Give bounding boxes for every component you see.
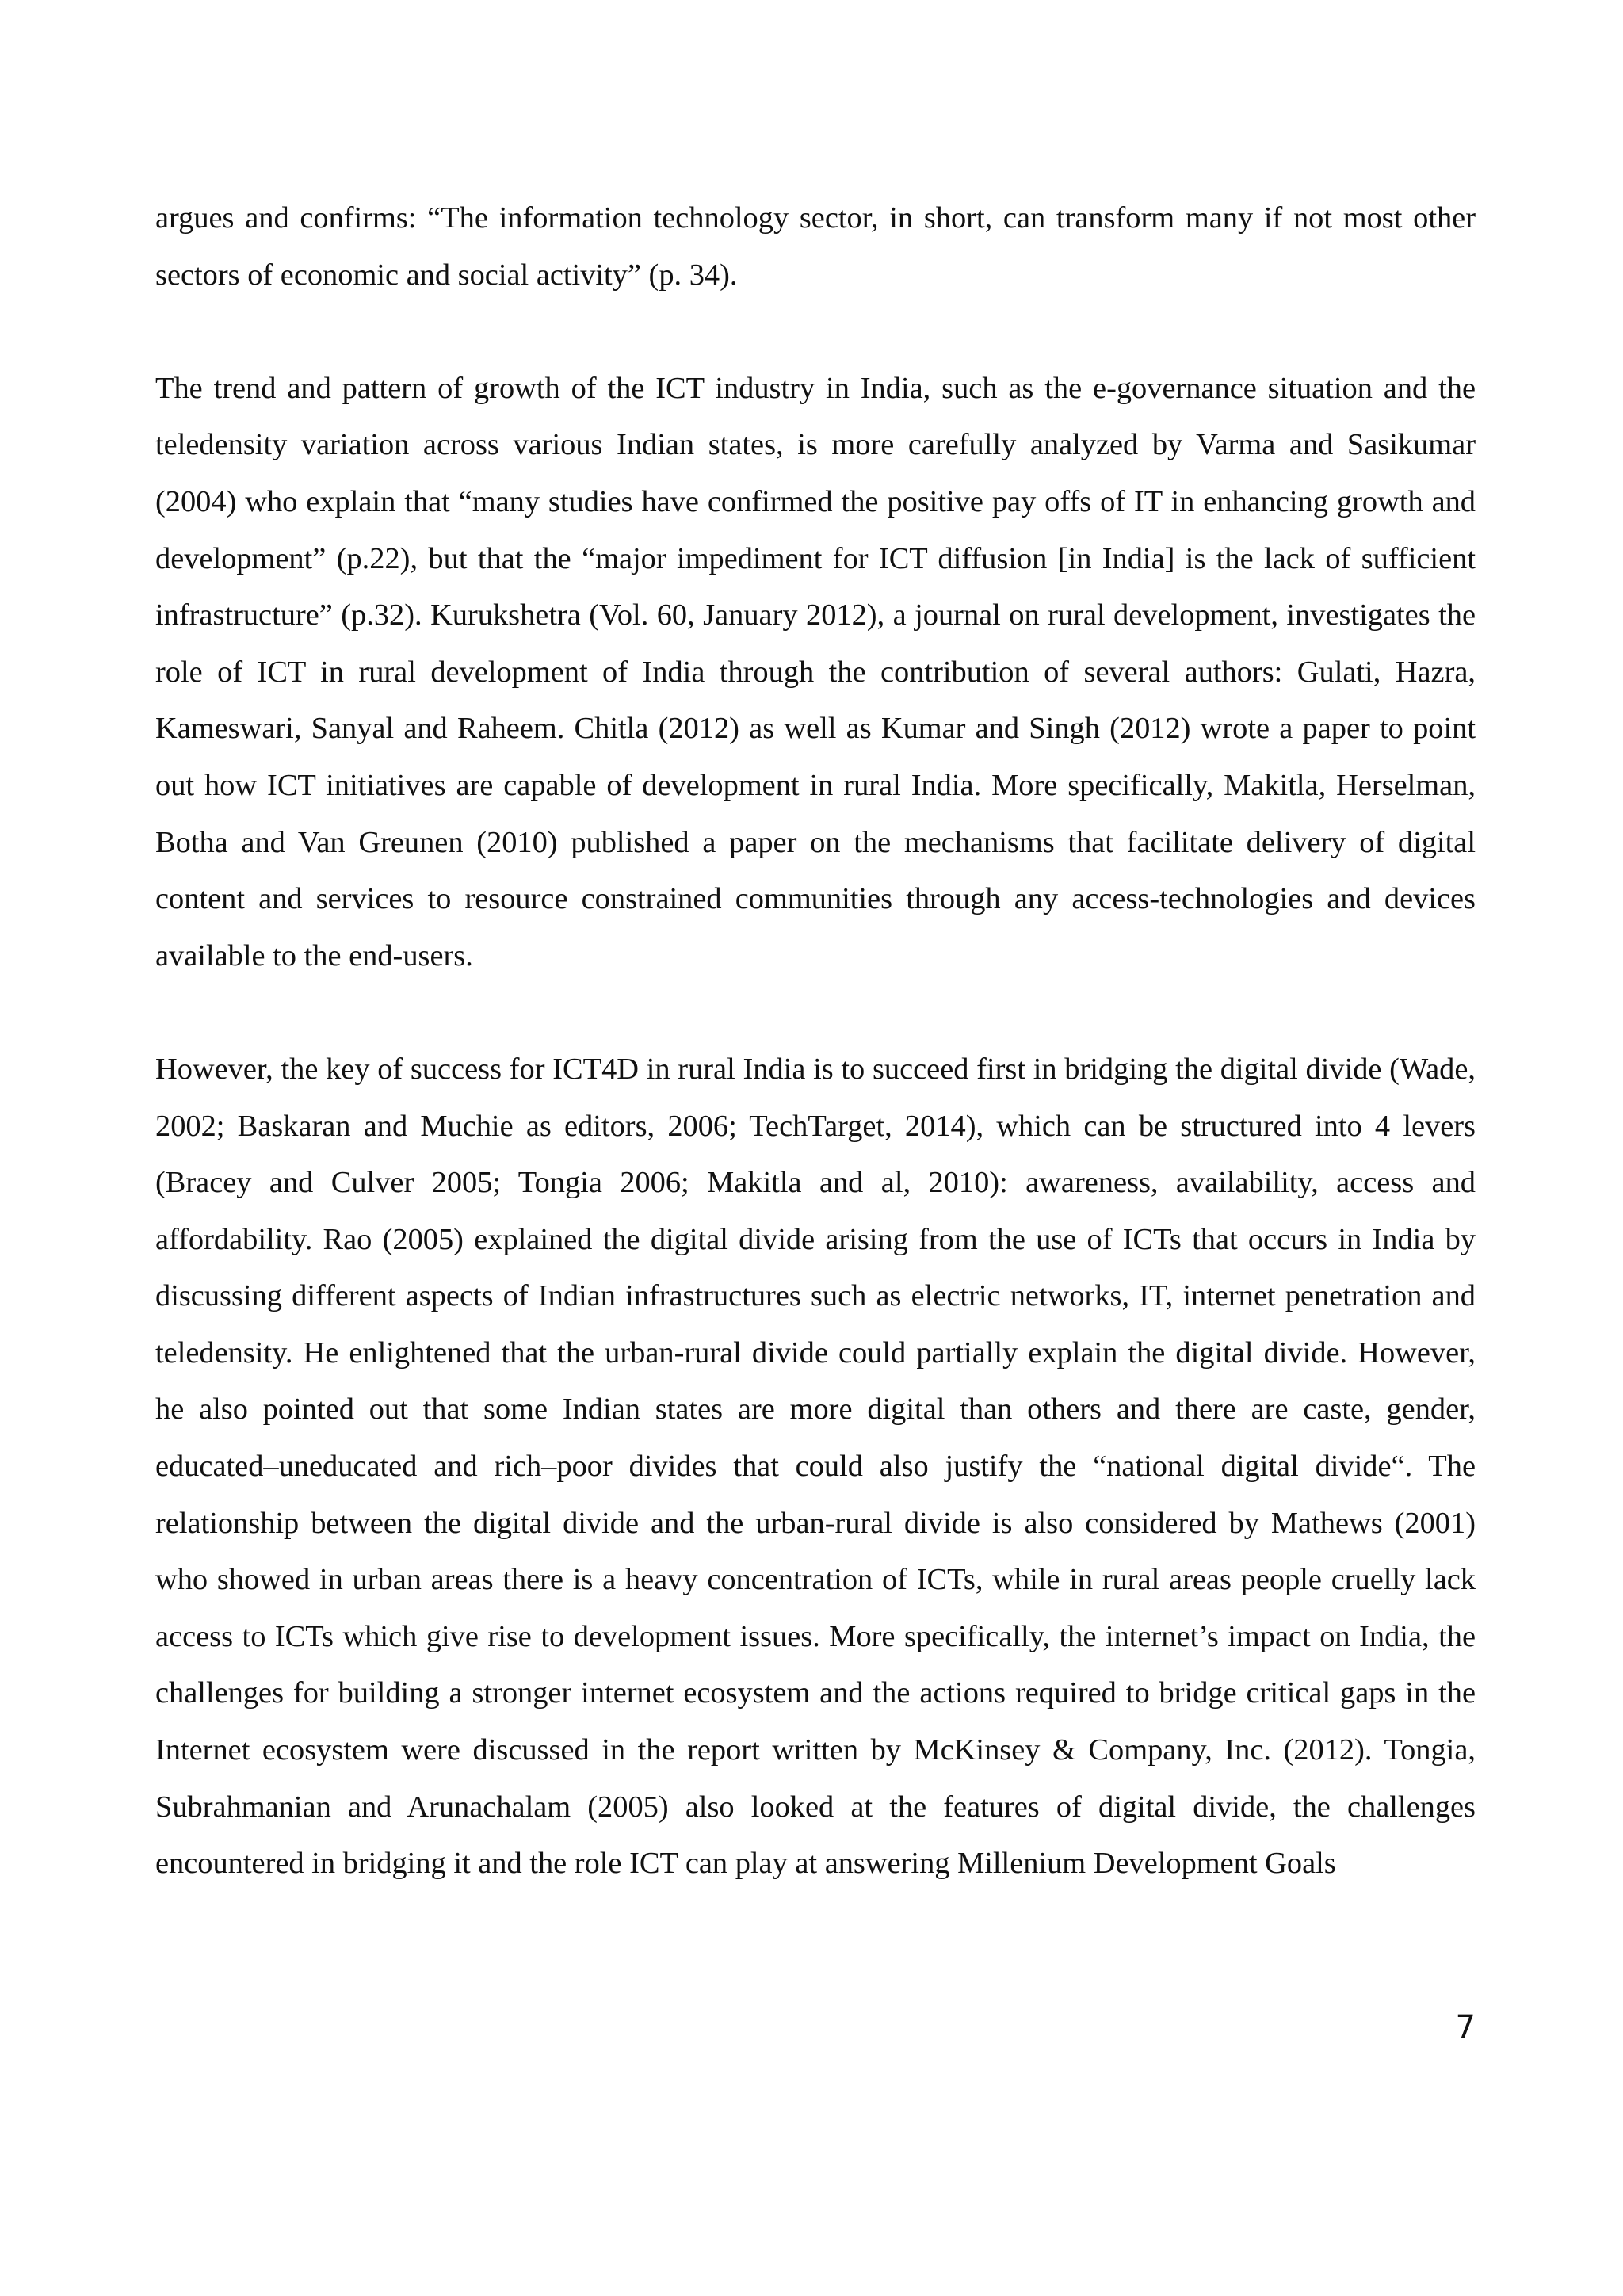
paragraph-3: However, the key of success for ICT4D in rural India is to succeed first in bridging the digital divide (Wade, 2002; Baskaran and Muchie as editors, 2006; TechTarget, 2014), which can be structured into 4 levers (Bracey and Culver 2005; Tongia 2006; Makitla and al, 2010): awareness, availability, access and affordability. Rao (2005) explained the digital divide arising from the use of ICTs that occurs in India by discussing different aspects of Indian infrastructures such as electric networks, IT, internet penetration and teledensity. He enlightened that the urban-rural divide could partially explain the digital divide. However, he also pointed out that some Indian states are more digital than others and there are caste, gender, educated–uneducated and rich–poor divides that could also justify the “national digital divide“. The relationship between the digital divide and the urban-rural divide is also considered by Mathews (2001) who showed in urban areas there is a heavy concentration of ICTs, while in rural areas people cruelly lack access to ICTs which give rise to development issues. More specifically, the internet’s impact on India, the challenges for building a stronger internet ecosystem and the actions required to bridge critical gaps in the Internet ecosystem were discussed in the report written by McKinsey & Company, Inc. (2012). Tongia, Subrahmanian and Arunachalam (2005) also looked at the features of digital divide, the challenges encountered in bridging it and the role ICT can play at answering Millenium Development Goals [155,1052,1476,1881]
paragraph-spacer [155,984,1476,1041]
paragraph-spacer [155,304,1476,361]
page-number: 7 [1455,2009,1476,2046]
paragraph-2: The trend and pattern of growth of the ICT industry in India, such as the e-governance situation and the teledensity variation across various Indian states, is more carefully analyzed by Varma and Sasikumar (2004) who explain that “many studies have confirmed the positive pay offs of IT in enhancing growth and development” (p.22), but that the “major impediment for ICT diffusion [in India] is the lack of sufficient infrastructure” (p.32). Kurukshetra (Vol. 60, January 2012), a journal on rural development, investigates the role of ICT in rural development of India through the contribution of several authors: Gulati, Hazra, Kameswari, Sanyal and Raheem. Chitla (2012) as well as Kumar and Singh (2012) wrote a paper to point out how ICT initiatives are capable of development in rural India. More specifically, Makitla, Herselman, Botha and Van Greunen (2010) published a paper on the mechanisms that facilitate delivery of digital content and services to resource constrained communities through any access-technologies and devices available to the end-users. [155,371,1476,972]
paragraph-1: argues and confirms: “The information technology sector, in short, can transform many if not most other sectors of economic and social activity” (p. 34). [155,201,1476,292]
body-text [155,190,1476,1893]
